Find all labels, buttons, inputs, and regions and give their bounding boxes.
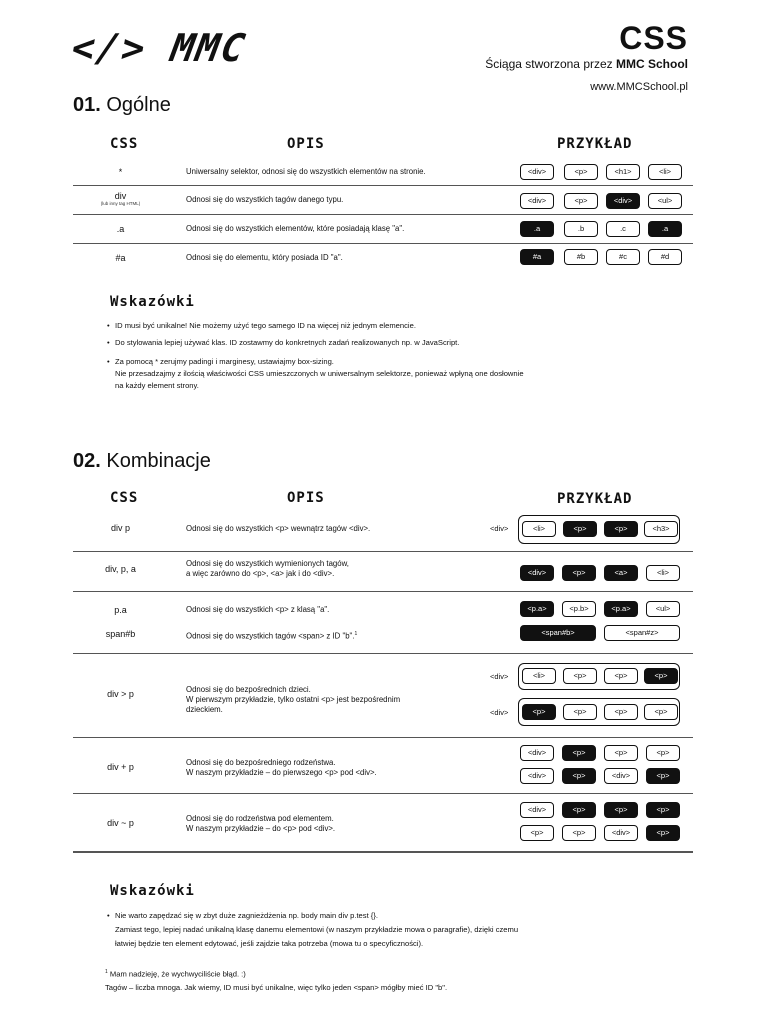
example-tag-selected: <p> [562,768,596,784]
table-row [73,186,693,215]
brand-name: MMC School [616,57,688,71]
example-tag: <p> [563,668,597,684]
example-tag-selected: <p> [562,565,596,581]
example-tag-selected: <p> [522,704,556,720]
example-tag: <h3> [644,521,678,537]
description: Odnosi się do wszystkich elementów, które posiadają klasę "a". [186,224,405,233]
example-tag-selected: <div> [520,565,554,581]
sheet-subtitle: Ściąga stworzona przez MMC School [485,57,688,71]
example-tag: <div> [520,193,554,209]
description: Odnosi się do bezpośredniego rodzeństwa. W naszym przykładzie – do pierwszego <p> pod <div>. [186,758,377,777]
sheet-title: CSS [619,20,688,56]
example-tag: <li> [522,668,556,684]
table-row [73,157,693,186]
example-tag: <li> [522,521,556,537]
description: Odnosi się do wszystkich <p> wewnątrz tagów <div>. [186,524,371,533]
example-tag-selected: .a [520,221,554,237]
table-row [73,654,693,738]
example-tag-selected: <p> [646,802,680,818]
hint-item: • ID musi być unikalne! Nie możemy użyć tego samego ID na więcej niż jednym elemencie. [107,321,416,330]
example-tag: <p> [604,704,638,720]
example-tag: <p> [562,825,596,841]
col-przyklad: PRZYKŁAD [557,491,633,507]
example-tag-selected: <p.a> [604,601,638,617]
example-tag: <div> [520,745,554,761]
example-tag-selected: <span#b> [520,625,596,641]
example-tag-selected: <p> [646,825,680,841]
description: Odnosi się do wszystkich tagów <span> z ID "b".$^1$ [186,631,358,641]
hint-item: • Za pomocą * zerujmy padingi i marginesy, ustawiajmy box-sizing. Nie przesadzajmy z ilością właściwości CSS umieszczonych w uniwersalnym selektorze, ponieważ wpłyną one dosłownie na każdy element strony. [107,357,524,390]
table-row [73,244,693,273]
example-tag: <div> [520,164,554,180]
example-tag-selected: <p> [604,802,638,818]
selector: span#b [105,629,136,639]
logo: </> MMC [68,26,251,70]
table-bottom-divider [73,852,693,853]
description: Odnosi się do bezpośrednich dzieci. W pierwszym przykładzie, tylko ostatni <p> jest bezpośrednim dzieckiem. [186,685,401,714]
example-tag: .b [564,221,598,237]
site-url[interactable]: www.MMCSchool.pl [590,81,688,93]
description: Odnosi się do elementu, który posiada ID "a". [186,253,343,262]
example-tag: <div> [604,825,638,841]
selector: div ~ p [107,818,134,828]
example-tag: <ul> [648,193,682,209]
table-row [73,738,693,794]
col-przyklad: PRZYKŁAD [557,136,633,152]
selector: div, p, a [105,564,136,574]
description: Odnosi się do rodzeństwa pod elementem. W naszym przykładzie – do <p> pod <div>. [186,814,336,833]
header-right [485,20,688,93]
selector: div + p [107,762,134,772]
example-tag: <div> [520,802,554,818]
example-tag-selected: <div> [606,193,640,209]
hint-item: • Do stylowania lepiej używać klas. ID zostawmy do konkretnych zadań realizowanych np. w JavaScript. [107,338,460,347]
selector: div (lub inny tag HTML) [100,191,141,206]
example-tag: <li> [648,164,682,180]
hints-title: Wskazówki [110,883,195,899]
col-css: CSS [110,136,139,152]
example-tag: <ul> [646,601,680,617]
example-tag-selected: <p> [644,668,678,684]
section-02-title: 02. Kombinacje [73,450,211,472]
example-tag-selected: <p> [604,521,638,537]
example-tag: <p.b> [562,601,596,617]
example-tag: #b [564,249,598,265]
outer-tag-label: <div> [490,524,509,533]
example-tag: #c [606,249,640,265]
example-tag-selected: <p.a> [520,601,554,617]
example-tag-selected: <p> [646,768,680,784]
outer-tag-label: <div> [490,672,509,681]
selector: p.a [114,605,127,615]
col-opis: OPIS [287,136,325,152]
hints-title: Wskazówki [110,294,195,310]
example-tag: <p> [604,745,638,761]
selector: * [118,167,123,177]
description: Odnosi się do wszystkich wymienionych tagów, a więc zarówno do <p>, <a> jak i do <div>. [186,559,349,578]
example-tag: <div> [604,768,638,784]
example-tag: <p> [644,704,678,720]
example-tag: <p> [564,193,598,209]
example-tag: <p> [563,704,597,720]
selector: .a [116,224,125,234]
selector: div > p [107,689,134,699]
example-tag-selected: #a [520,249,554,265]
table-row [73,215,693,244]
example-tag-selected: <p> [562,745,596,761]
example-tag: <span#z> [604,625,680,641]
section-01-title: 01. Ogólne [73,94,171,116]
example-tag-selected: <a> [604,565,638,581]
example-tag: .c [606,221,640,237]
description: Odnosi się do wszystkich <p> z klasą "a". [186,605,330,614]
footnote: $^1$ Mam nadzieję, że wychwyciliście błąd. :) Tagów – liczba mnoga. Jak wiemy, ID musi być unikalne, więc tylko jeden <span> mógłby mieć ID "b". [105,969,448,992]
example-tag: #d [648,249,682,265]
table-row [73,592,693,654]
outer-tag-label: <div> [490,708,509,717]
example-tag-selected: <p> [563,521,597,537]
hint-item: • Nie warto zapędzać się w zbyt duże zagnieżdżenia np. body main div p.test {}. Zamiast tego, lepiej nadać unikalną klasę danemu elementowi (w naszym przykładzie mowa o paragrafie), dzięki czemu łatwiej będzie ten element edytować, jeśli zajdzie taka potrzeba (mowa tu o specyficzności). [107,911,519,948]
col-css: CSS [110,490,139,506]
example-tag-selected: .a [648,221,682,237]
example-tag: <li> [646,565,680,581]
example-tag: <p> [604,668,638,684]
table-row [73,552,693,592]
example-tag: <h1> [606,164,640,180]
description: Odnosi się do wszystkich tagów danego typu. [186,195,344,204]
selector: div p [110,523,130,533]
description: Uniwersalny selektor, odnosi się do wszystkich elementów na stronie. [186,167,426,176]
col-opis: OPIS [287,490,325,506]
example-tag: <div> [520,768,554,784]
table-row [73,794,693,852]
example-tag: <p> [646,745,680,761]
example-tag-selected: <p> [562,802,596,818]
table-row [73,512,693,552]
example-tag: <p> [520,825,554,841]
example-tag: <p> [564,164,598,180]
selector: #a [115,253,126,263]
